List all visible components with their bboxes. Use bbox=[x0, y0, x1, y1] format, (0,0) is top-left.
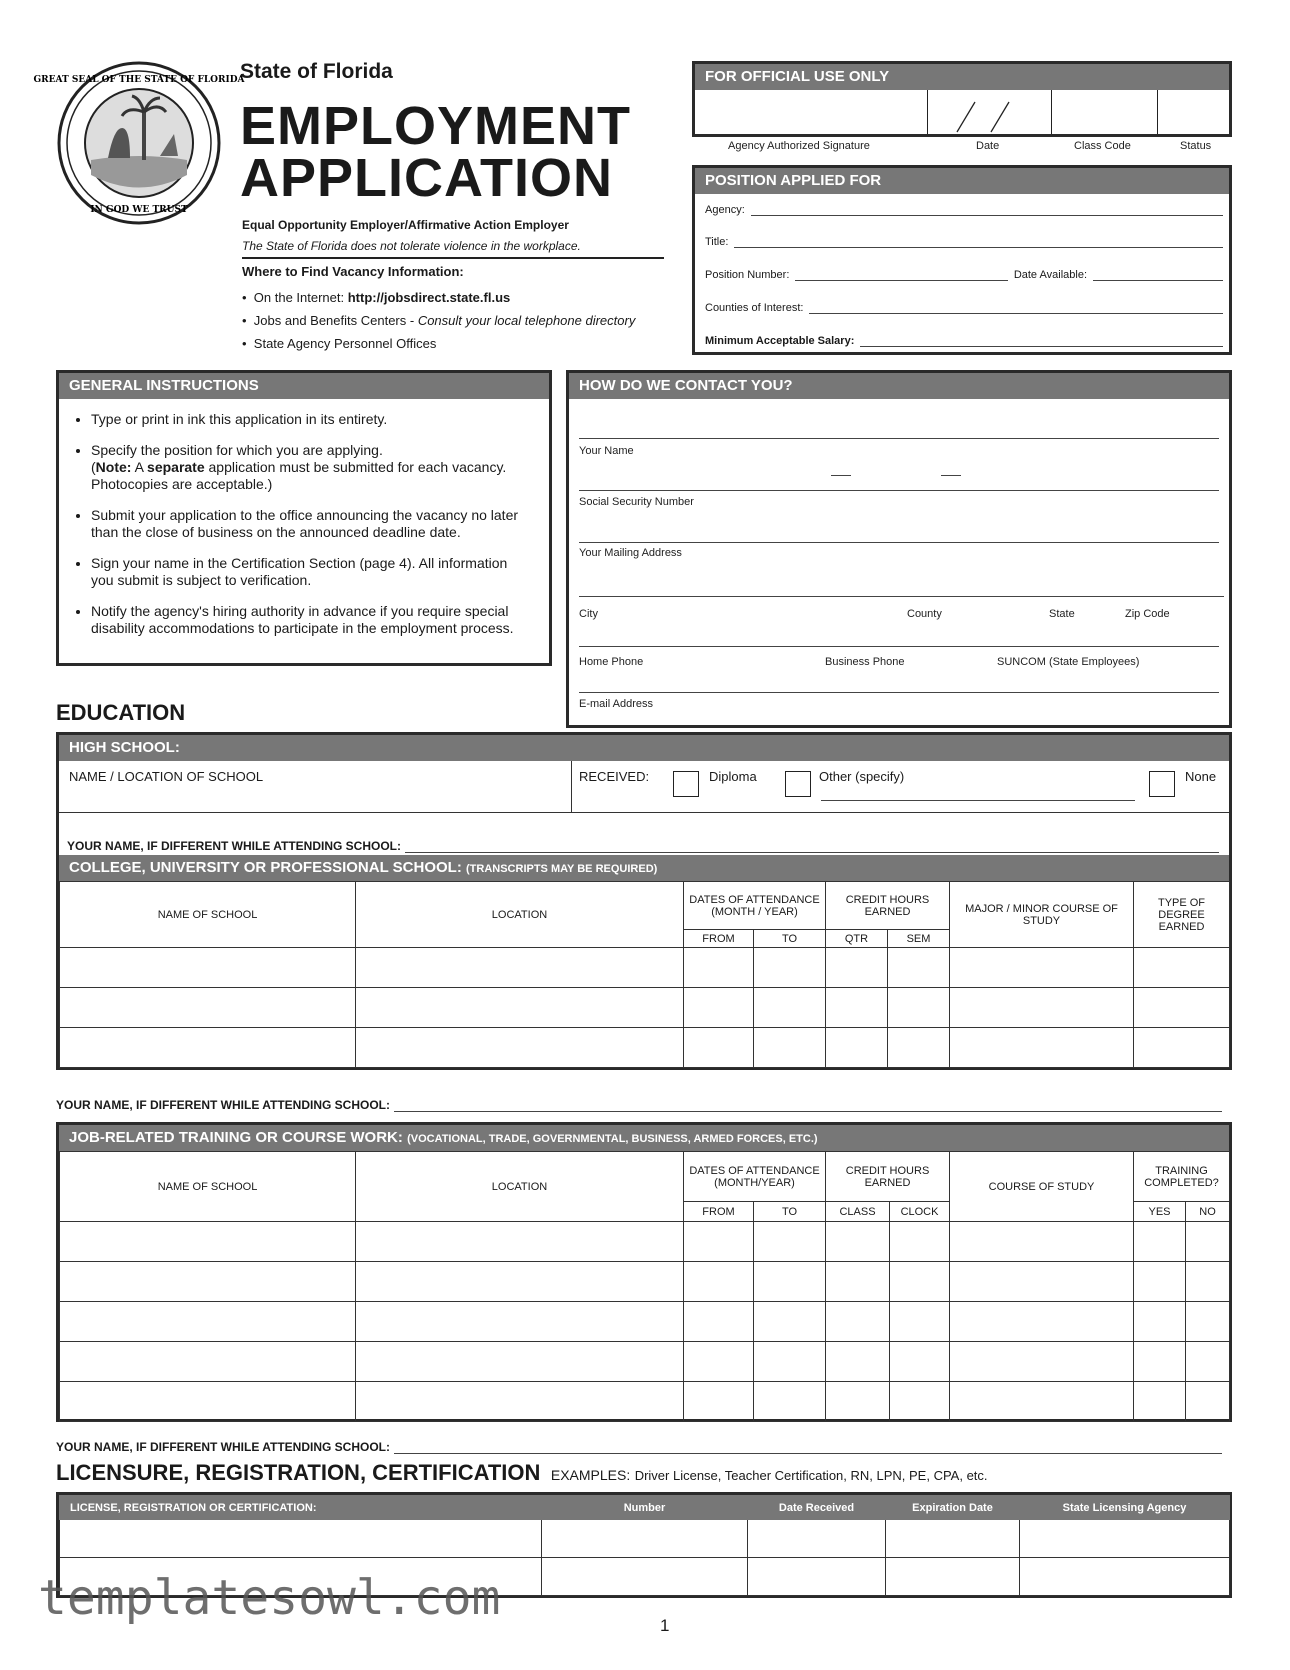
counties-label: Counties of Interest: bbox=[705, 302, 804, 314]
training-box bbox=[56, 1122, 1232, 1422]
tr-col-name: NAME OF SCHOOL bbox=[60, 1152, 356, 1222]
college-different-name-field[interactable] bbox=[394, 1098, 1222, 1112]
name-field[interactable] bbox=[579, 419, 1219, 439]
tr-col-completed: TRAINING COMPLETED? bbox=[1134, 1152, 1230, 1202]
col-degree: TYPE OF DEGREE EARNED bbox=[1134, 882, 1230, 948]
training-heading: JOB-RELATED TRAINING OR COURSE WORK: (VOCATIONAL, TRADE, GOVERNMENTAL, BUSINESS, ARMED FORCES, ETC.) bbox=[59, 1125, 1229, 1151]
licensure-examples: Driver License, Teacher Certification, RN, LPN, PE, CPA, etc. bbox=[634, 1468, 988, 1483]
page-number: 1 bbox=[660, 1616, 670, 1635]
title-line-1: EMPLOYMENT bbox=[240, 96, 632, 156]
tr-col-dates: DATES OF ATTENDANCE (MONTH/YEAR) bbox=[684, 1152, 826, 1202]
violence-statement: The State of Florida does not tolerate violence in the workplace. bbox=[242, 239, 664, 259]
table-row[interactable] bbox=[60, 988, 1230, 1028]
vacancy-internet: • On the Internet: http://jobsdirect.state.fl.us bbox=[242, 290, 511, 305]
high-school-heading: HIGH SCHOOL: bbox=[59, 735, 1229, 761]
college-note: (TRANSCRIPTS MAY BE REQUIRED) bbox=[466, 863, 658, 875]
col-sem: SEM bbox=[888, 930, 950, 948]
tr-col-no: NO bbox=[1186, 1202, 1230, 1222]
contact-heading: HOW DO WE CONTACT YOU? bbox=[569, 373, 1229, 399]
table-row[interactable] bbox=[60, 1382, 1230, 1422]
col-name-of-school: NAME OF SCHOOL bbox=[60, 882, 356, 948]
lic-col-number: Number bbox=[542, 1496, 748, 1520]
table-row[interactable] bbox=[60, 1262, 1230, 1302]
vacancy-url-link[interactable]: http://jobsdirect.state.fl.us bbox=[347, 290, 511, 305]
seal-text: GREAT SEAL OF THE STATE OF FLORIDA bbox=[33, 75, 245, 85]
contact-box bbox=[566, 370, 1232, 728]
title-line-2: APPLICATION bbox=[240, 148, 613, 208]
instruction-1: • Type or print in ink this application in its entirety. bbox=[91, 411, 529, 428]
licensure-examples-label: EXAMPLES: bbox=[550, 1467, 631, 1483]
email-field[interactable] bbox=[579, 673, 1219, 693]
seal-motto: IN GOD WE TRUST bbox=[90, 205, 188, 215]
diploma-label: Diploma bbox=[709, 769, 757, 784]
state-name: State of Florida bbox=[240, 60, 393, 83]
col-dates: DATES OF ATTENDANCE (MONTH / YEAR) bbox=[684, 882, 826, 930]
ssn-label: Social Security Number bbox=[579, 496, 694, 508]
position-number-field[interactable] bbox=[795, 269, 1007, 281]
licensure-heading: LICENSURE, REGISTRATION, CERTIFICATION bbox=[56, 1460, 541, 1485]
agency-label: Agency: bbox=[705, 204, 745, 216]
licensure-heading-row bbox=[56, 1460, 988, 1486]
name-label: Your Name bbox=[579, 445, 634, 457]
home-phone-label: Home Phone bbox=[579, 656, 644, 668]
phones-field[interactable] bbox=[579, 625, 1219, 647]
hs-name-label: NAME / LOCATION OF SCHOOL bbox=[69, 769, 264, 784]
instruction-5: • Notify the agency's hiring authority in advance if you require special disability accommodations to participate in the employment process. bbox=[91, 603, 529, 637]
watermark: templatesowl.com bbox=[38, 1570, 501, 1626]
table-row[interactable] bbox=[60, 1302, 1230, 1342]
florida-seal bbox=[33, 60, 245, 226]
training-different-name-field[interactable] bbox=[394, 1440, 1222, 1454]
table-row[interactable] bbox=[60, 1342, 1230, 1382]
city-county-state-zip-field[interactable] bbox=[579, 573, 1224, 597]
instructions-heading: GENERAL INSTRUCTIONS bbox=[59, 373, 549, 399]
tr-col-location: LOCATION bbox=[356, 1152, 684, 1222]
agency-field[interactable] bbox=[751, 204, 1223, 216]
tr-col-class: CLASS bbox=[826, 1202, 890, 1222]
education-heading: EDUCATION bbox=[56, 700, 186, 725]
college-different-name-label: YOUR NAME, IF DIFFERENT WHILE ATTENDING SCHOOL: bbox=[56, 1098, 390, 1112]
vacancy-jobs: • Jobs and Benefits Centers - Consult your local telephone directory bbox=[242, 313, 636, 328]
official-class-code-label: Class Code bbox=[1074, 140, 1131, 152]
position-number-label: Position Number: bbox=[705, 269, 790, 281]
official-status-label: Status bbox=[1180, 140, 1212, 152]
date-available-label: Date Available: bbox=[1013, 269, 1087, 281]
mailing-address-field[interactable] bbox=[579, 523, 1219, 543]
training-table bbox=[59, 1151, 1230, 1422]
col-credit: CREDIT HOURS EARNED bbox=[826, 882, 950, 930]
title-label: Title: bbox=[705, 236, 729, 248]
official-use-heading: FOR OFFICIAL USE ONLY bbox=[695, 64, 1229, 90]
email-label: E-mail Address bbox=[579, 698, 653, 710]
diploma-checkbox[interactable] bbox=[673, 771, 699, 797]
ssn-field[interactable] bbox=[579, 471, 1219, 491]
training-different-name-label: YOUR NAME, IF DIFFERENT WHILE ATTENDING SCHOOL: bbox=[56, 1440, 390, 1454]
tr-col-course: COURSE OF STUDY bbox=[950, 1152, 1134, 1222]
tr-col-to: TO bbox=[754, 1202, 826, 1222]
vacancy-heading: Where to Find Vacancy Information: bbox=[242, 264, 464, 279]
tr-col-clock: CLOCK bbox=[890, 1202, 950, 1222]
instruction-3: • Submit your application to the office announcing the vacancy no later than the close of business on the announced deadline date. bbox=[91, 507, 529, 541]
received-label: RECEIVED: bbox=[579, 769, 650, 784]
other-specify-field[interactable] bbox=[821, 789, 1135, 801]
official-date-label: Date bbox=[976, 140, 1000, 152]
counties-field[interactable] bbox=[809, 302, 1223, 314]
none-label: None bbox=[1185, 769, 1217, 784]
table-row[interactable] bbox=[60, 1520, 1230, 1558]
tr-col-from: FROM bbox=[684, 1202, 754, 1222]
col-location: LOCATION bbox=[356, 882, 684, 948]
training-note: (VOCATIONAL, TRADE, GOVERNMENTAL, BUSINESS, ARMED FORCES, ETC.) bbox=[407, 1133, 818, 1145]
mailing-address-label: Your Mailing Address bbox=[579, 547, 682, 559]
state-label: State bbox=[1049, 608, 1075, 620]
col-qtr: QTR bbox=[826, 930, 888, 948]
college-heading: COLLEGE, UNIVERSITY OR PROFESSIONAL SCHOOL: (TRANSCRIPTS MAY BE REQUIRED) bbox=[59, 855, 1229, 881]
salary-label: Minimum Acceptable Salary: bbox=[705, 335, 855, 347]
official-use-box bbox=[692, 61, 1232, 137]
city-label: City bbox=[579, 608, 598, 620]
hs-different-name-field[interactable] bbox=[405, 839, 1219, 853]
date-available-field[interactable] bbox=[1093, 269, 1223, 281]
vacancy-agency: • State Agency Personnel Offices bbox=[242, 336, 437, 351]
other-checkbox[interactable] bbox=[785, 771, 811, 797]
hs-different-name-label: YOUR NAME, IF DIFFERENT WHILE ATTENDING SCHOOL: bbox=[67, 839, 401, 853]
education-box bbox=[56, 732, 1232, 1070]
position-applied-box bbox=[692, 165, 1232, 355]
eoe-statement: Equal Opportunity Employer/Affirmative Action Employer bbox=[242, 218, 569, 232]
instruction-2: • Specify the position for which you are applying. (Note: A separate application must be submitted for each vacancy. Photocopies are acceptable.) bbox=[91, 442, 529, 493]
business-phone-label: Business Phone bbox=[825, 656, 905, 668]
col-from: FROM bbox=[684, 930, 754, 948]
suncom-label: SUNCOM (State Employees) bbox=[997, 656, 1140, 668]
tr-col-yes: YES bbox=[1134, 1202, 1186, 1222]
college-table bbox=[59, 881, 1230, 1068]
col-to: TO bbox=[754, 930, 826, 948]
tr-col-credit: CREDIT HOURS EARNED bbox=[826, 1152, 950, 1202]
other-label: Other (specify) bbox=[819, 769, 905, 784]
salary-field[interactable] bbox=[860, 335, 1223, 347]
official-signature-label: Agency Authorized Signature bbox=[728, 140, 870, 152]
instruction-4: • Sign your name in the Certification Section (page 4). All information you submit is subject to verification. bbox=[91, 555, 529, 589]
table-row[interactable] bbox=[60, 1028, 1230, 1068]
county-label: County bbox=[907, 608, 942, 620]
title-field[interactable] bbox=[734, 236, 1223, 248]
lic-col-expiration: Expiration Date bbox=[886, 1496, 1020, 1520]
general-instructions-box bbox=[56, 370, 552, 666]
lic-col-agency: State Licensing Agency bbox=[1020, 1496, 1230, 1520]
col-major: MAJOR / MINOR COURSE OF STUDY bbox=[950, 882, 1134, 948]
none-checkbox[interactable] bbox=[1149, 771, 1175, 797]
lic-col-date-received: Date Received bbox=[748, 1496, 886, 1520]
zip-label: Zip Code bbox=[1125, 608, 1170, 620]
position-heading: POSITION APPLIED FOR bbox=[695, 168, 1229, 194]
table-row[interactable] bbox=[60, 948, 1230, 988]
table-row[interactable] bbox=[60, 1222, 1230, 1262]
lic-col-license: LICENSE, REGISTRATION OR CERTIFICATION: bbox=[60, 1496, 542, 1520]
